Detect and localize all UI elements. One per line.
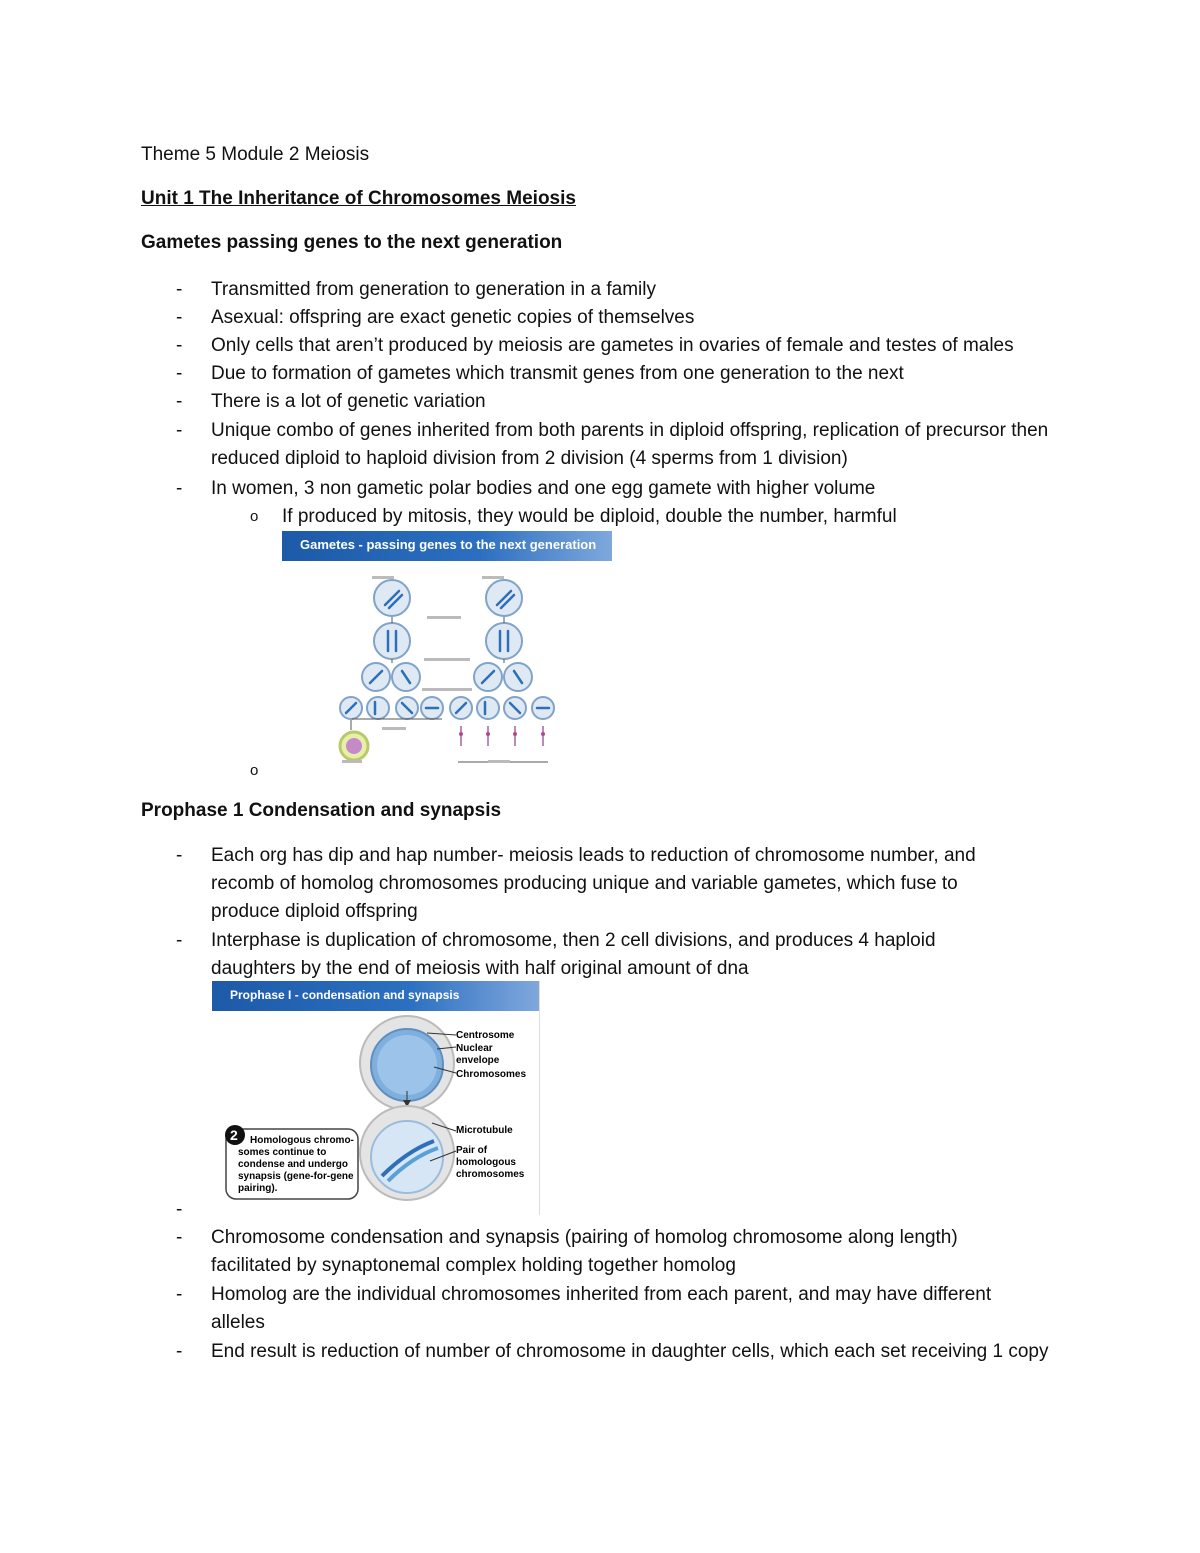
label-microtubule: Microtubule xyxy=(456,1125,513,1136)
prophase-figure xyxy=(212,981,540,1215)
callout-line: pairing). xyxy=(238,1183,278,1194)
section-heading-prophase: Prophase 1 Condensation and synapsis xyxy=(141,800,502,821)
callout-line: Homologous chromo- xyxy=(250,1135,354,1146)
figure-banner: Prophase I - condensation and synapsis xyxy=(212,981,539,1011)
document-page: Theme 5 Module 2 Meiosis Unit 1 The Inheritance of Chromosomes Meiosis Gametes passing genes to the next generation - Transmitted from generation to generation in a family - Asexual: offspring are exact genetic copies of themselves - Only cells that aren’t produced by meiosis are gametes in ovaries of female and testes of males - Due to formation of gametes which transmit genes from one generation to the next - There is a lot of genetic variation - Unique combo of genes inherited from both parents in diploid offspring, replication of precursor then reduced diploid to haploid division from 2 division (4 sperms from 1 division) - In women, 3 non gametic polar bodies and one egg gamete with higher volume o If produced by mitosis, they would be diploid, double the number, harmful Gametes - passing genes to the next generation o Prophase 1 Condensation and synapsis - Each org has dip and hap number- meiosis leads to reduction of chromosome number, and recomb of homolog chromosomes producing unique and variable gametes, which fuse to produce diploid offspring - Interphase is duplication of chromosome, then 2 cell divisions, and produces 4 haploid daughters by the end of meiosis with half original amount of dna Prophase I - condensation and synapsis Centrosome Nuclear envelope Chromosomes Microtubule Pair of homologous chromosomes 2 Homologous chromo- somes continue to condense and undergo synapsis (gene-for-gene pairing). - - Chromosome condensation and synapsis (pairing of homolog chromosome along length) facilitated by synaptonemal complex holding together homolog - Homolog are the individual chromosomes inherited from each parent, and may have different alleles - End result is reduction of number of chromosome in daughter cells, which each set receiving 1 copy xyxy=(141,144,1049,1362)
step-number: 2 xyxy=(230,1127,238,1143)
label-nuclear: Nuclear xyxy=(456,1043,493,1054)
label-pair-of: Pair of xyxy=(456,1145,488,1156)
callout-line: somes continue to xyxy=(238,1147,327,1158)
label-homologous-chromosomes: chromosomes xyxy=(456,1169,525,1180)
label-homologous: homologous xyxy=(456,1157,516,1168)
label-envelope: envelope xyxy=(456,1055,500,1066)
unit-heading: Unit 1 The Inheritance of Chromosomes Meiosis xyxy=(141,188,576,209)
page-title: Theme 5 Module 2 Meiosis xyxy=(141,144,370,165)
label-chromosomes: Chromosomes xyxy=(456,1069,527,1080)
figure-banner: Gametes - passing genes to the next generation xyxy=(282,531,612,561)
prophase-diagram xyxy=(212,981,539,1215)
gametes-figure xyxy=(282,531,612,771)
callout-line: condense and undergo xyxy=(238,1159,349,1170)
meiosis-diagram xyxy=(282,531,612,771)
section-heading-gametes: Gametes passing genes to the next generation xyxy=(141,232,563,253)
label-centrosome: Centrosome xyxy=(456,1030,515,1041)
callout-line: synapsis (gene-for-gene xyxy=(238,1171,354,1182)
